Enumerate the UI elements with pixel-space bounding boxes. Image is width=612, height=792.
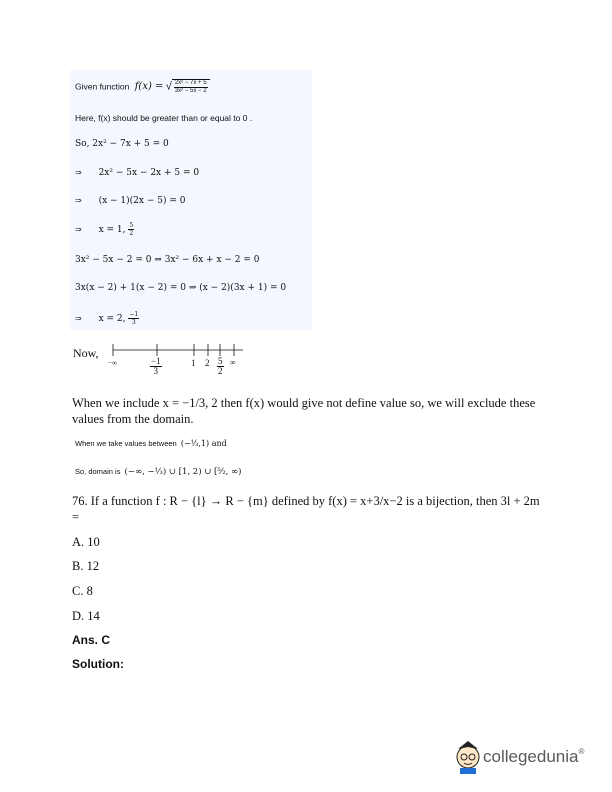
option-b: B. 12 xyxy=(72,559,100,573)
given-fx: f(x) = xyxy=(134,81,164,93)
step-3-den: 2 xyxy=(129,230,134,237)
neg-third-num: −1 xyxy=(151,356,161,366)
domain-line xyxy=(75,467,241,477)
step-6-text: x = 2, xyxy=(98,314,126,324)
two-label: 2 xyxy=(205,358,210,368)
given-numerator: 2x² − 7x + 5 xyxy=(174,80,207,86)
step-6-fraction xyxy=(128,311,139,326)
implies-icon: ⇒ xyxy=(75,168,82,177)
given-fraction xyxy=(174,80,208,95)
number-line xyxy=(108,340,248,390)
step-3 xyxy=(75,222,134,237)
solution-label: Solution: xyxy=(72,657,124,671)
one-label: 1 xyxy=(191,358,196,368)
option-d: D. 14 xyxy=(72,609,100,623)
step-6-num: −1 xyxy=(129,311,139,318)
neg-inf-label: −∞ xyxy=(108,359,117,367)
five-halves-num: 5 xyxy=(218,356,223,366)
given-function xyxy=(75,79,210,95)
sqrt-symbol: √ xyxy=(165,80,172,93)
answer: Ans. C xyxy=(72,633,111,647)
option-a: A. 10 xyxy=(72,535,100,549)
brand-text: collegedunia xyxy=(483,747,579,766)
step-1 xyxy=(75,168,199,178)
neg-third-den: 3 xyxy=(153,366,159,376)
mascot-collar-icon xyxy=(460,768,476,774)
step-3-num: 5 xyxy=(129,222,134,229)
step-3-fraction xyxy=(128,222,134,237)
brand-reg: ® xyxy=(578,747,585,756)
implies-icon: ⇒ xyxy=(75,196,82,205)
step-3-text: x = 1, xyxy=(98,225,126,235)
between-line xyxy=(75,439,227,448)
between-interval: (−⅓,1) and xyxy=(180,439,227,448)
now-label: Now, xyxy=(73,346,99,360)
step-6-den: 3 xyxy=(131,319,136,326)
pos-inf-label: ∞ xyxy=(230,358,236,367)
five-halves-label xyxy=(217,357,224,376)
given-label: Given function xyxy=(75,81,130,92)
sqrt-body xyxy=(172,79,210,95)
neg-third-label xyxy=(150,357,162,376)
given-denominator: 3x² − 5x − 2 xyxy=(174,88,207,94)
domain-text: So, domain is xyxy=(75,467,121,476)
step-2-text: (x − 1)(2x − 5) = 0 xyxy=(98,196,186,206)
option-c: C. 8 xyxy=(72,584,93,598)
step-4: 3x² − 5x − 2 = 0 ⇒ 3x² − 6x + x − 2 = 0 xyxy=(75,255,260,265)
step-1-text: 2x² − 5x − 2x + 5 = 0 xyxy=(98,168,200,178)
so-line: So, 2x² − 7x + 5 = 0 xyxy=(75,139,169,149)
domain-value: (−∞, −⅓) ∪ [1, 2) ∪ [⁵⁄₂, ∞) xyxy=(124,467,242,477)
implies-icon: ⇒ xyxy=(75,314,82,323)
brand-name xyxy=(483,747,584,767)
exclude-text: When we include x = −1/3, 2 then f(x) would give not define value so, we will exclude these values from the domain. xyxy=(72,396,536,426)
step-5: 3x(x − 2) + 1(x − 2) = 0 ⇒ (x − 2)(3x + 1) = 0 xyxy=(75,283,287,293)
here-text: Here, f(x) should be greater than or equal to 0 . xyxy=(75,113,253,123)
implies-icon: ⇒ xyxy=(75,225,82,234)
step-6 xyxy=(75,311,139,326)
question-76: 76. If a function f : R − {l} → R − {m} defined by f(x) = x+3/x−2 is a bijection, then 3l + 2m = xyxy=(72,494,540,524)
step-2 xyxy=(75,196,185,206)
between-text: When we take values between xyxy=(75,439,177,448)
five-halves-den: 2 xyxy=(218,366,223,376)
